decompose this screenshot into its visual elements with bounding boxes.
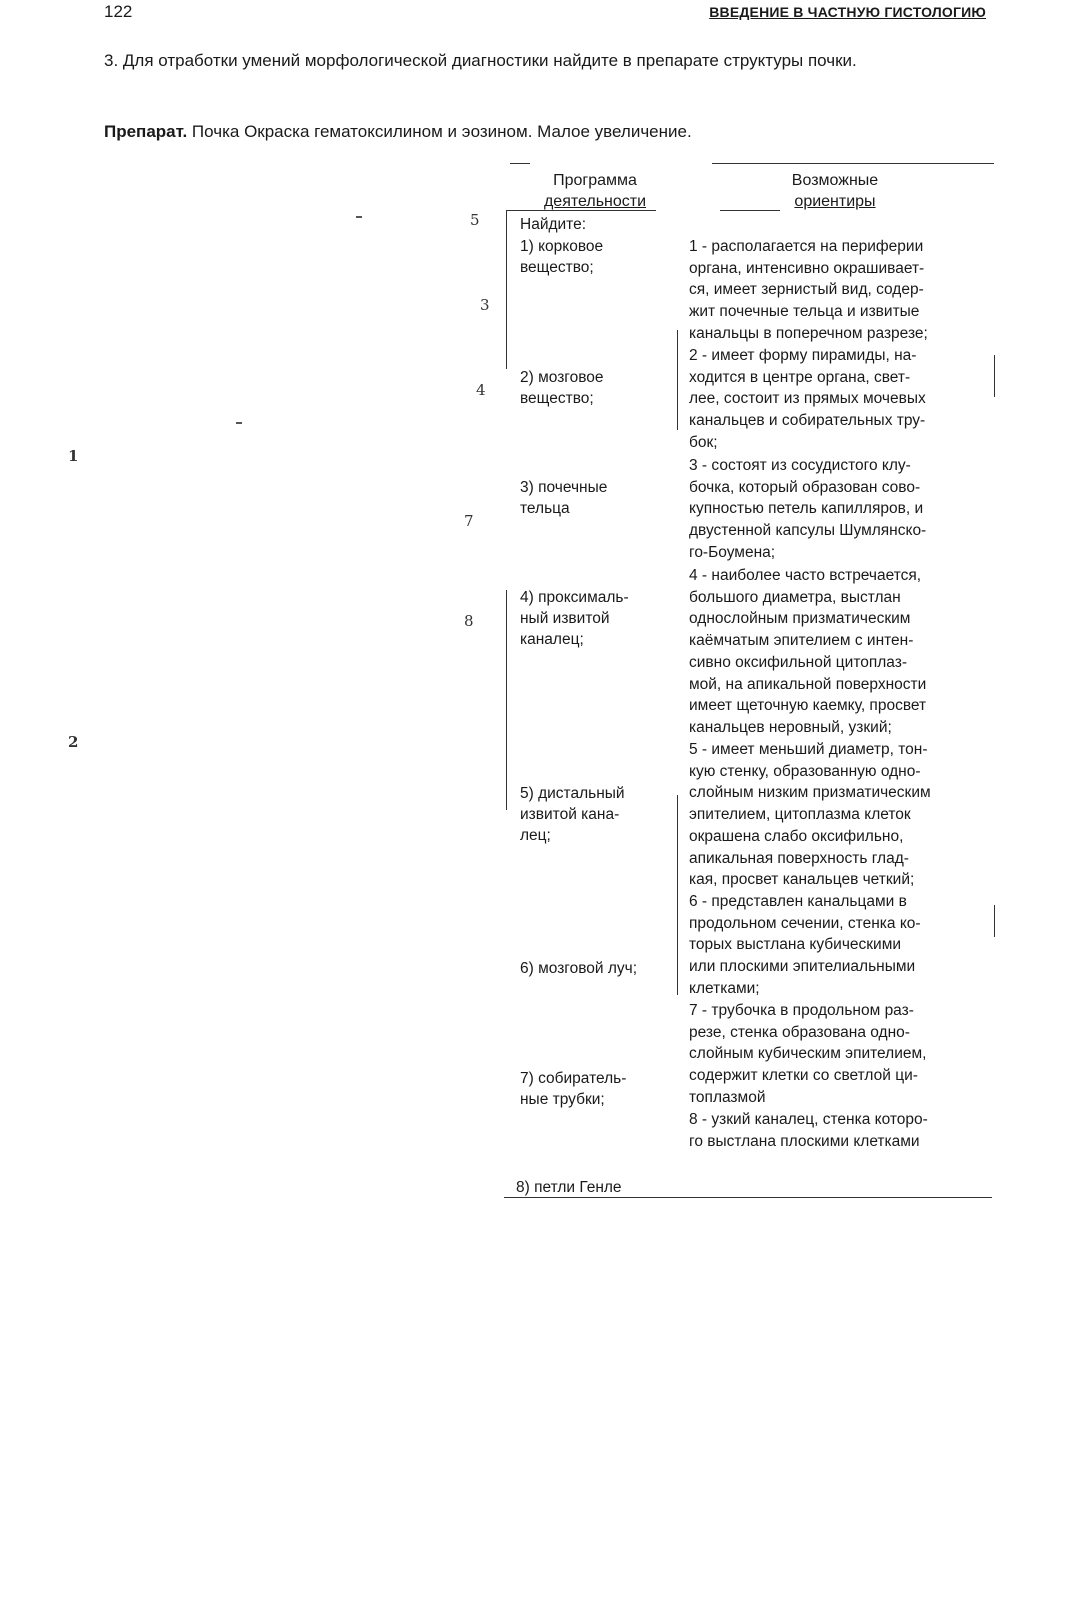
table-divider [677, 795, 678, 995]
figure-label-1: 1 [68, 447, 79, 465]
table-right-item-7: 7 - трубочка в продольном раз- резе, стенка образована одно- слойным кубическим эпителием, содержит клетки со светлой ци- топлазмой [689, 1002, 927, 1106]
table-right-item-4: 4 - наиболее часто встречается, большого диаметра, выстлан однослойным призматическим каёмчатым эпителием с интен- сивно оксифильной цитоплаз- мой, на апикальной поверхности имеет щеточную каемку, просвет канальцев неровный, узкий; [689, 567, 927, 736]
table-top-rule-fragment [510, 163, 530, 164]
table-left-item-7: 7) собиратель- ные трубки; [520, 1070, 627, 1108]
figure-label-4: 4 [476, 381, 486, 399]
preparation-line [104, 122, 692, 142]
figure-label-7: 7 [464, 512, 474, 530]
table-left-item-2: 2) мозговое вещество; [520, 369, 604, 407]
table-right-border [994, 355, 995, 397]
table-right-item-2: 2 - имеет форму пирамиды, на- ходится в центре органа, свет- лее, состоит из прямых мочевых канальцев и собирательных тру- бок; [689, 347, 926, 451]
table-intro: Найдите: [520, 216, 587, 233]
preparation-label: Препарат. [104, 122, 188, 141]
table-right-border [994, 905, 995, 937]
table-left-item-3: 3) почечные тельца [520, 479, 608, 517]
table-left-item-5: 5) дистальный извитой кана- лец; [520, 785, 625, 844]
figure-mark [356, 216, 362, 218]
table-left-border [506, 590, 507, 810]
table-right-item-1: 1 - располагается на периферии органа, интенсивно окрашивает- ся, имеет зернистый вид, содер- жит почечные тельца и извитые канальцы в поперечном разрезе; [689, 238, 928, 342]
table-left-border [506, 211, 507, 369]
column-header-landmarks: Возможные ориентиры [791, 172, 879, 210]
figure-mark [236, 422, 242, 424]
figure-label-8: 8 [464, 612, 474, 630]
table-left-item-6: 6) мозговой луч; [520, 960, 638, 977]
page-number: 122 [104, 2, 133, 21]
table-right-item-8: 8 - узкий каналец, стенка которо- го выстлана плоскими клетками [689, 1111, 928, 1150]
preparation-text: Почка Окраска гематоксилином и эозином. Малое увеличение. [191, 122, 692, 141]
table-left-item-1: 1) корковое вещество; [520, 238, 604, 276]
figure-label-5: 5 [470, 211, 480, 229]
table-left-item-8: 8) петли Генле [516, 1179, 622, 1196]
table-right-item-5: 5 - имеет меньший диаметр, тон- кую стенку, образованную одно- слойным низким призматическим эпителием, цитоплазма клеток окрашена слабо оксифильно, апикальная поверхность глад- кая, просвет канальцев четкий; [689, 741, 931, 889]
table-top-rule [712, 163, 994, 164]
running-head: ВВЕДЕНИЕ В ЧАСТНУЮ ГИСТОЛОГИЮ [709, 4, 986, 20]
column-header-program: Программа деятельности [543, 172, 647, 210]
task-text: 3. Для отработки умений морфологической диагностики найдите в препарате структуры почки. [104, 51, 857, 70]
table-right-item-3: 3 - состоят из сосудистого клу- бочка, который образован сово- купностью петель капилляров, и двустенной капсулы Шумлянско- го-Боумена; [689, 457, 927, 561]
table-divider [677, 330, 678, 430]
figure-label-2: 2 [68, 733, 79, 751]
table-left-item-4: 4) проксималь- ный извитой каналец; [520, 589, 629, 648]
table-right-item-6: 6 - представлен канальцами в продольном сечении, стенка ко- торых выстлана кубическими или плоскими эпителиальными клетками; [689, 893, 921, 997]
figure-label-3: 3 [480, 296, 490, 314]
